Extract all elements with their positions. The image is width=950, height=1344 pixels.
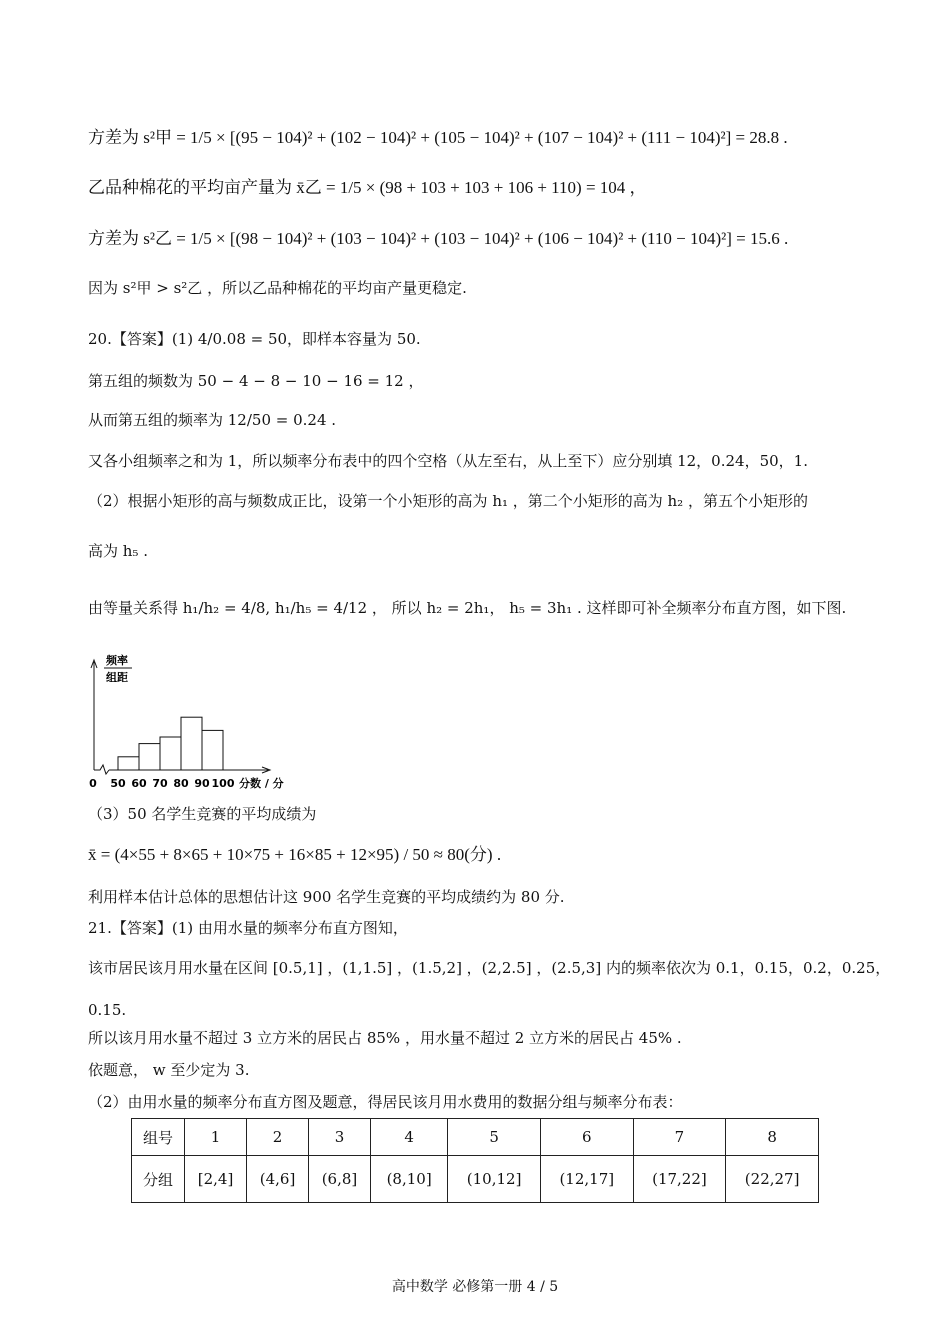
conclusion-line: 因为 s²甲 > s²乙 ，所以乙品种棉花的平均亩产量更稳定. — [88, 279, 467, 297]
table-cell: 8 — [726, 1119, 819, 1156]
answer-21-2-line: （2）由用水量的频率分布直方图及题意，得居民该月用水费用的数据分组与频率分布表： — [88, 1093, 683, 1111]
histogram-bar — [118, 757, 139, 770]
table-cell: 5 — [448, 1119, 541, 1156]
histogram-bar — [181, 717, 202, 770]
mean-yi-line: 乙品种棉花的平均亩产量为 x̄乙 = 1/5 × (98 + 103 + 103 + 106 + 110) = 104 ， — [88, 178, 647, 197]
histogram-bar — [139, 744, 160, 770]
interval-freq-cont-line: 0.15. — [88, 1001, 127, 1019]
histogram-bar — [202, 730, 223, 770]
fifth-group-freq-line: 从而第五组的频率为 12/50 = 0.24 . — [88, 411, 337, 429]
variance-yi-line: 方差为 s²乙 = 1/5 × [(98 − 104)² + (103 − 104)² + (103 − 104)² + (106 − 104)² + (110 − 104)²] = 15.6 . — [88, 229, 789, 248]
fill-blanks-line: 又各小组频率之和为 1，所以频率分布表中的四个空格（从左至右，从上至下）应分别填 12，0.24，50，1. — [88, 452, 808, 470]
table-cell: (10,12] — [448, 1156, 541, 1203]
x-tick-label: 70 — [152, 777, 168, 790]
mean-score-formula: x̄ = (4×55 + 8×65 + 10×75 + 16×85 + 12×95) / 50 ≈ 80(分) . — [88, 845, 502, 864]
x-tick-label: 0 — [89, 777, 97, 790]
w-line: 依题意， w 至少定为 3. — [88, 1061, 250, 1079]
table-cell: (12,17] — [540, 1156, 633, 1203]
y-label-denominator: 组距 — [106, 671, 128, 684]
y-label-numerator: 频率 — [106, 654, 128, 667]
answer-20-2-line: （2）根据小矩形的高与频数成正比，设第一个小矩形的高为 h₁ ，第二个小矩形的高为 h₂ ，第五个小矩形的 — [88, 492, 808, 510]
x-tick-label: 80 — [173, 777, 189, 790]
x-axis-label: 分数 / 分 — [239, 777, 284, 790]
table-cell: 组号 — [132, 1119, 185, 1156]
table-row — [132, 1156, 819, 1203]
answer-21-1-line: 21.【答案】(1) 由用水量的频率分布直方图知， — [88, 919, 408, 937]
answer-20-1-line: 20.【答案】(1) 4/0.08 = 50，即样本容量为 50. — [88, 330, 421, 348]
table-cell: (6,8] — [309, 1156, 371, 1203]
histogram-bar — [160, 737, 181, 770]
table-cell: (4,6] — [247, 1156, 309, 1203]
table-cell: 6 — [540, 1119, 633, 1156]
table-cell: 4 — [370, 1119, 447, 1156]
table-cell: (22,27] — [726, 1156, 819, 1203]
table-cell: (8,10] — [370, 1156, 447, 1203]
x-tick-label: 60 — [131, 777, 147, 790]
axis-break-mark — [94, 765, 109, 774]
ratio-line: 由等量关系得 h₁/h₂ = 4/8, h₁/h₅ = 4/12 ， 所以 h₂ = 2h₁， h₅ = 3h₁ . 这样即可补全频率分布直方图，如下图. — [88, 599, 847, 617]
x-tick-label: 50 — [110, 777, 126, 790]
estimate-line: 利用样本估计总体的思想估计这 900 名学生竞赛的平均成绩约为 80 分. — [88, 888, 565, 906]
table-row — [132, 1119, 819, 1156]
x-tick-label: 100 — [211, 777, 235, 790]
table-cell: 3 — [309, 1119, 371, 1156]
table-cell: [2,4] — [185, 1156, 247, 1203]
table-cell: (17,22] — [633, 1156, 726, 1203]
table-cell: 7 — [633, 1119, 726, 1156]
h5-line: 高为 h₅ . — [88, 542, 148, 560]
table-cell: 分组 — [132, 1156, 185, 1203]
table-cell: 1 — [185, 1119, 247, 1156]
x-tick-label: 90 — [194, 777, 210, 790]
percent-line: 所以该月用水量不超过 3 立方米的居民占 85% ，用水量不超过 2 立方米的居民占 45% . — [88, 1029, 682, 1047]
fifth-group-count-line: 第五组的频数为 50 − 4 − 8 − 10 − 16 = 12 ， — [88, 372, 424, 390]
interval-freq-line: 该市居民该月用水量在区间 [0.5,1] ，(1,1.5] ，(1.5,2] ，(2,2.5] ，(2.5,3] 内的频率依次为 0.1，0.15，0.2，0.25， — [88, 959, 891, 977]
variance-jia-line: 方差为 s²甲 = 1/5 × [(95 − 104)² + (102 − 104)² + (105 − 104)² + (107 − 104)² + (111 − 104)²] = 28.8 . — [88, 128, 788, 147]
grouping-table — [131, 1118, 819, 1203]
answer-20-3-line: （3）50 名学生竞赛的平均成绩为 — [88, 805, 317, 823]
table-cell: 2 — [247, 1119, 309, 1156]
page-footer: 高中数学 必修第一册 4 / 5 — [391, 1279, 559, 1295]
frequency-histogram — [86, 652, 306, 796]
